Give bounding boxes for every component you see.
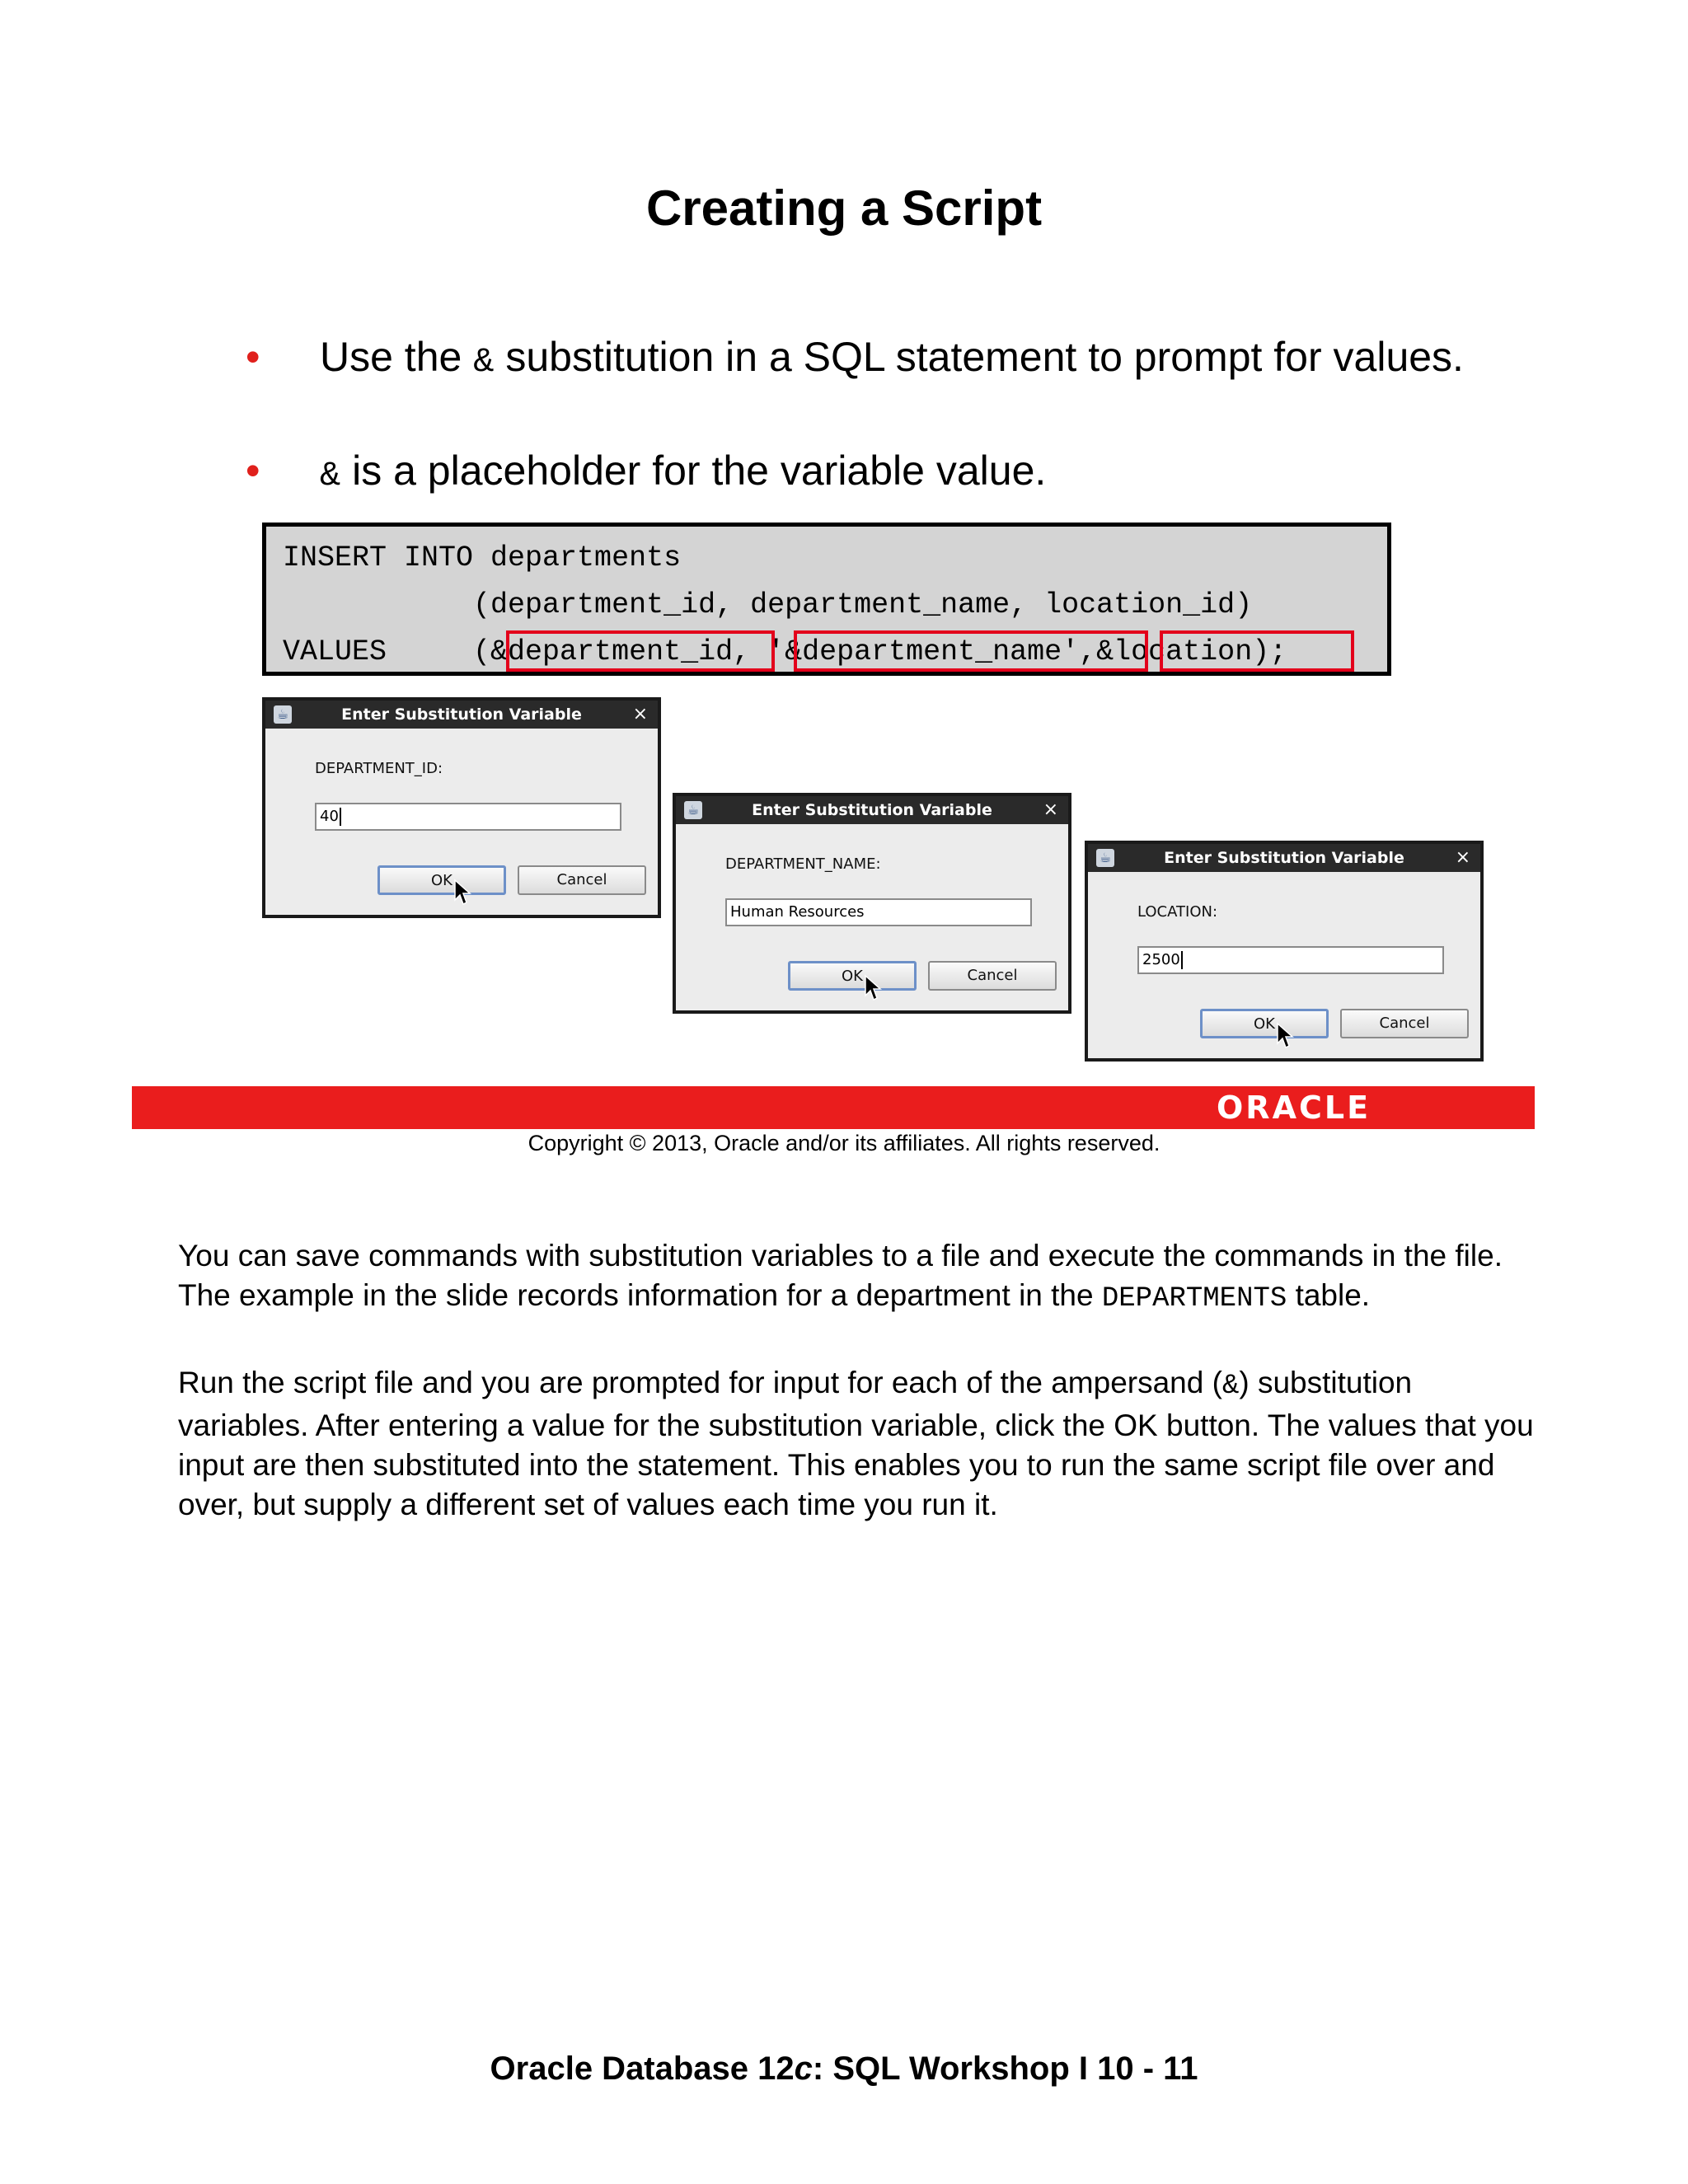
close-icon[interactable]: × bbox=[1043, 799, 1058, 820]
code-line-3: VALUES (&department_id, '&department_name',&location); bbox=[283, 635, 1287, 668]
dialog-title: Enter Substitution Variable bbox=[1164, 849, 1404, 867]
cancel-button[interactable]: Cancel bbox=[928, 961, 1057, 991]
mouse-pointer-icon bbox=[864, 974, 882, 1002]
java-app-icon: ☕ bbox=[684, 801, 702, 819]
substitution-value-input[interactable] bbox=[315, 803, 621, 831]
code-line-2: (department_id, department_name, location_id) bbox=[283, 588, 1253, 621]
notes-p1-text-end: table. bbox=[1287, 1278, 1371, 1312]
footer-text-end: : SQL Workshop I 10 - 11 bbox=[812, 2050, 1198, 2087]
mouse-pointer-icon bbox=[453, 879, 471, 907]
input-value: Human Resources bbox=[730, 903, 865, 921]
bullet-1 bbox=[320, 330, 1490, 389]
text-caret bbox=[340, 808, 341, 826]
notes-p2-code: & bbox=[1221, 1371, 1240, 1402]
substitution-dialog-location bbox=[1085, 841, 1484, 1062]
cancel-button[interactable]: Cancel bbox=[518, 865, 646, 895]
java-app-icon: ☕ bbox=[274, 705, 292, 724]
notes-paragraph-2 bbox=[178, 1363, 1546, 1525]
bullet-2-code: & bbox=[320, 456, 341, 495]
dialog-field-label: DEPARTMENT_ID: bbox=[315, 760, 443, 777]
sql-code-box bbox=[262, 523, 1391, 676]
slide-title: Creating a Script bbox=[645, 180, 1043, 236]
bullet-1-pre: Use the bbox=[320, 334, 474, 380]
dialog-titlebar bbox=[265, 701, 658, 729]
cancel-button[interactable]: Cancel bbox=[1340, 1009, 1469, 1038]
bullet-1-post: substitution in a SQL statement to prompt for values. bbox=[494, 334, 1464, 380]
bullet-2-post: is a placeholder for the variable value. bbox=[340, 448, 1047, 494]
highlight-department-name bbox=[794, 630, 1148, 672]
ok-button[interactable]: OK bbox=[1200, 1009, 1329, 1038]
text-caret bbox=[1181, 951, 1183, 969]
bullet-1-code: & bbox=[473, 342, 495, 382]
notes-p1-text: You can save commands with substitution variables to a file and execute the commands in the file. The example in the slide records information for a department in the bbox=[178, 1239, 1503, 1312]
substitution-dialog-department-name bbox=[673, 793, 1071, 1014]
bullet-marker: • bbox=[246, 334, 260, 380]
dialog-title: Enter Substitution Variable bbox=[752, 801, 992, 819]
dialog-titlebar bbox=[1088, 844, 1480, 872]
input-value: 2500 bbox=[1142, 951, 1180, 968]
notes-p1-code: DEPARTMENTS bbox=[1101, 1283, 1287, 1315]
notes-p2-text-end: ) substitution variables. After entering a value for the substitution variable, click the OK button. The values that you input are then substituted into the statement. This enables you to run the same script file over and over, but supply a different set of values each time you run it. bbox=[178, 1366, 1534, 1521]
footer-italic: c bbox=[794, 2050, 813, 2087]
substitution-value-input[interactable] bbox=[1137, 946, 1444, 974]
mouse-pointer-icon bbox=[1276, 1022, 1294, 1050]
notes-paragraph-1 bbox=[178, 1236, 1546, 1319]
copyright-notice: Copyright © 2013, Oracle and/or its affiliates. All rights reserved. bbox=[528, 1131, 1160, 1155]
highlight-department-id bbox=[506, 630, 775, 672]
ok-button[interactable]: OK bbox=[788, 961, 917, 991]
notes-p2-text: Run the script file and you are prompted for input for each of the ampersand ( bbox=[178, 1366, 1222, 1399]
highlight-location bbox=[1160, 630, 1354, 672]
close-icon[interactable]: × bbox=[1455, 847, 1470, 868]
code-line-1: INSERT INTO departments bbox=[283, 541, 682, 574]
ok-button[interactable]: OK bbox=[377, 865, 506, 895]
page-footer bbox=[0, 2050, 1688, 2088]
bullet-marker: • bbox=[246, 448, 260, 494]
dialog-field-label: LOCATION: bbox=[1137, 903, 1218, 921]
dialog-field-label: DEPARTMENT_NAME: bbox=[725, 855, 881, 873]
substitution-dialog-department-id bbox=[262, 697, 661, 918]
dialog-title: Enter Substitution Variable bbox=[341, 705, 582, 724]
substitution-value-input[interactable] bbox=[725, 898, 1032, 926]
input-value: 40 bbox=[320, 808, 339, 825]
bullet-2 bbox=[320, 443, 1490, 503]
close-icon[interactable]: × bbox=[632, 704, 648, 724]
java-app-icon: ☕ bbox=[1096, 849, 1114, 867]
footer-text: Oracle Database 12 bbox=[490, 2050, 795, 2087]
oracle-logo: ORACLE bbox=[1217, 1090, 1372, 1126]
dialog-titlebar bbox=[676, 796, 1068, 824]
